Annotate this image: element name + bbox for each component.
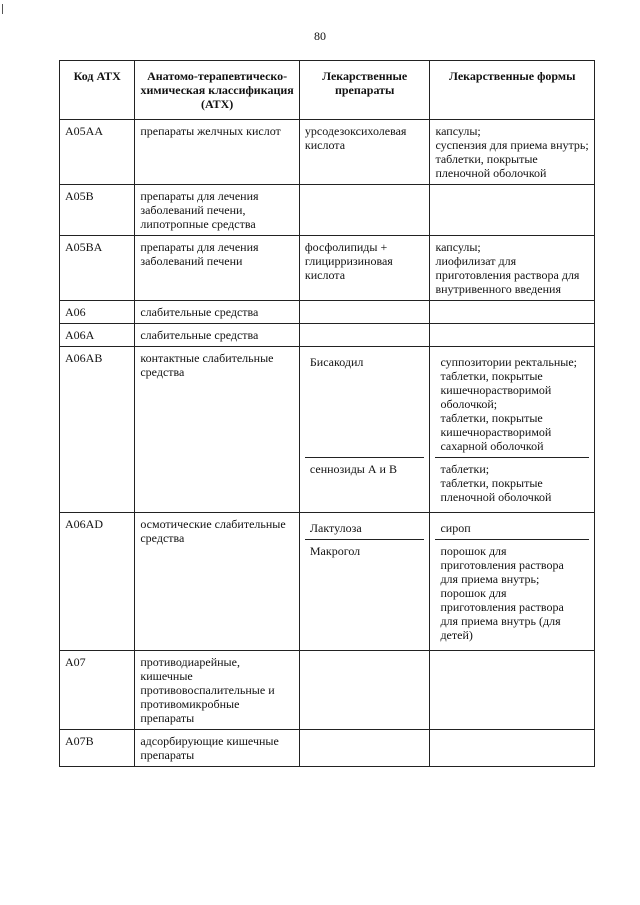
drug-cell [299, 301, 430, 324]
atx-classification-cell: препараты желчных кислот [135, 120, 300, 185]
atx-table [59, 60, 595, 767]
table-header-row [60, 61, 595, 120]
dosage-forms-cell [430, 236, 595, 301]
drug-cell [299, 236, 430, 301]
page-edge-mark [2, 4, 3, 14]
dosage-forms-cell [430, 347, 595, 513]
table-row [60, 120, 595, 185]
dosage-forms-cell [430, 301, 595, 324]
atx-classification-cell: слабительные средства [135, 324, 300, 347]
table-row [60, 185, 595, 236]
page-number: 80 [314, 29, 326, 43]
table-row [60, 324, 595, 347]
table-row [60, 651, 595, 730]
header-classification: Анатомо-терапевтическо-химическая классификация (АТХ) [135, 61, 300, 120]
atx-classification-cell: препараты для лечения заболеваний печени [135, 236, 300, 301]
dosage-forms-text: порошок для приготовления раствора для приема внутрь; порошок для приготовления раствора для приема внутрь (для детей) [435, 539, 589, 646]
dosage-forms-cell [430, 730, 595, 767]
drug-cell [299, 347, 430, 513]
atx-code-cell: A05AA [60, 120, 135, 185]
table-row [60, 301, 595, 324]
table-row [60, 730, 595, 767]
table-body [60, 120, 595, 767]
drug-cell [299, 324, 430, 347]
header-code: Код АТХ [60, 61, 135, 120]
atx-classification-cell: контактные слабительные средства [135, 347, 300, 513]
drug-cell [299, 513, 430, 651]
atx-code-cell: A05B [60, 185, 135, 236]
atx-classification-cell: осмотические слабительные средства [135, 513, 300, 651]
table-row [60, 513, 595, 651]
dosage-forms-cell [430, 513, 595, 651]
table-row [60, 236, 595, 301]
table-row [60, 347, 595, 513]
drug-name: фосфолипиды + глицирризиновая кислота [304, 240, 393, 282]
dosage-forms-text: капсулы; суспензия для приема внутрь; таблетки, покрытые пленочной оболочкой [435, 124, 589, 180]
dosage-forms-cell [430, 120, 595, 185]
dosage-forms-text: таблетки; таблетки, покрытые пленочной оболочкой [435, 457, 589, 508]
atx-code-cell: A07 [60, 651, 135, 730]
atx-classification-cell: слабительные средства [135, 301, 300, 324]
atx-code-cell: A06AD [60, 513, 135, 651]
atx-code-cell: A07B [60, 730, 135, 767]
atx-code-cell: A06 [60, 301, 135, 324]
drug-name: сеннозиды А и В [305, 457, 425, 508]
drug-cell [299, 730, 430, 767]
header-drugs: Лекарственные препараты [299, 61, 430, 120]
dosage-forms-cell [430, 324, 595, 347]
drug-cell [299, 120, 430, 185]
atx-code-cell: A06A [60, 324, 135, 347]
dosage-forms-cell [430, 185, 595, 236]
dosage-forms-text: суппозитории ректальные; таблетки, покрытые кишечнорастворимой оболочкой; таблетки, покрытые кишечнорастворимой сахарной оболочкой [440, 355, 577, 453]
drug-cell [299, 185, 430, 236]
drug-cell [299, 651, 430, 730]
atx-classification-cell: противодиарейные, кишечные противовоспалительные и противомикробные препараты [135, 651, 300, 730]
atx-code-cell: A05BA [60, 236, 135, 301]
atx-classification-cell: препараты для лечения заболеваний печени, липотропные средства [135, 185, 300, 236]
dosage-forms-text: капсулы; лиофилизат для приготовления раствора для внутривенного введения [435, 240, 580, 296]
dosage-forms-cell [430, 651, 595, 730]
header-forms: Лекарственные формы [430, 61, 595, 120]
drug-name: Макрогол [305, 539, 425, 646]
drug-name: Бисакодил [309, 355, 364, 369]
atx-code-cell: A06AB [60, 347, 135, 513]
drug-name: урсодезоксихолевая кислота [304, 124, 407, 152]
atx-classification-cell: адсорбирующие кишечные препараты [135, 730, 300, 767]
drug-name: Лактулоза [309, 521, 362, 535]
dosage-forms-text: сироп [440, 521, 471, 535]
